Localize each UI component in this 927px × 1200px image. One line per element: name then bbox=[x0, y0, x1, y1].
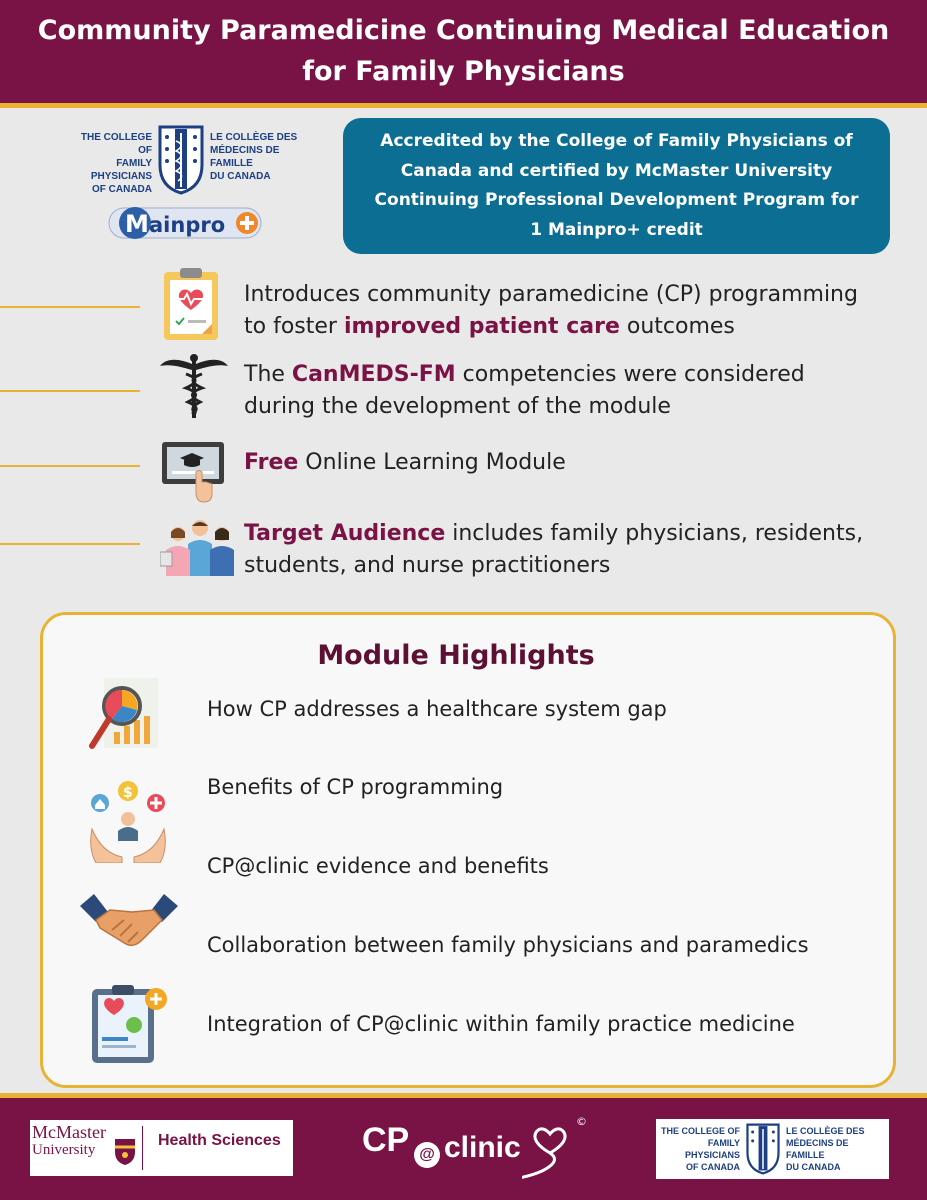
mainpro-logo bbox=[105, 202, 265, 244]
feature-divider-line bbox=[0, 306, 140, 308]
clipboard-heart-icon bbox=[162, 266, 220, 342]
svg-text:M: M bbox=[125, 210, 149, 238]
clipboard-health-icon bbox=[90, 983, 170, 1065]
feature-divider-line bbox=[0, 465, 140, 467]
module-highlights-title: Module Highlights bbox=[317, 640, 595, 671]
stethoscope-heart-icon bbox=[522, 1117, 578, 1181]
highlight-item: CP@clinic evidence and benefits bbox=[207, 854, 549, 878]
highlight-item: How CP addresses a healthcare system gap bbox=[207, 697, 667, 721]
highlight-item: Benefits of CP programming bbox=[207, 775, 504, 799]
accreditation-box: Accredited by the College of Family Physicians of Canada and certified by McMaster University Continuing Professional Development Program for 1 Mainpro+ credit bbox=[343, 118, 890, 254]
page-title bbox=[0, 10, 927, 92]
title-line-2: for Family Physicians bbox=[302, 56, 625, 87]
feature-divider-line bbox=[0, 543, 140, 545]
data-analysis-icon bbox=[88, 676, 162, 752]
cfpc-english-name: THE COLLEGE OF FAMILY PHYSICIANS OF CANADA bbox=[80, 132, 152, 195]
feature-text-canmeds: The CanMEDS-FM competencies were considered during the development of the module bbox=[244, 362, 805, 419]
highlight-item: Integration of CP@clinic within family practice medicine bbox=[207, 1012, 795, 1036]
cfpc-footer-logo: THE COLLEGE OF FAMILY PHYSICIANS OF CANADA LE COLLÈGE DES MÉDECINS DE FAMILLE DU CANADA bbox=[656, 1119, 889, 1179]
header-divider bbox=[0, 103, 927, 108]
healthcare-team-icon bbox=[160, 518, 240, 576]
cfpc-shield-icon bbox=[158, 125, 204, 195]
handshake-icon bbox=[80, 890, 178, 952]
feature-text-free-module: Free Online Learning Module bbox=[244, 450, 566, 475]
svg-text:ainpro: ainpro bbox=[149, 213, 226, 237]
logo-separator bbox=[142, 1126, 143, 1170]
feature-text-cp-programming: Introduces community paramedicine (CP) programming to foster improved patient care outcomes bbox=[244, 282, 858, 339]
caduceus-icon bbox=[158, 354, 230, 420]
feature-divider-line bbox=[0, 390, 140, 392]
svg-text:$: $ bbox=[123, 785, 133, 801]
cp-clinic-logo: CP @ clinic © bbox=[362, 1115, 592, 1185]
mcmaster-health-sciences-logo: McMaster University Health Sciences bbox=[30, 1120, 293, 1176]
cfpc-french-name: LE COLLÈGE DES MÉDECINS DE FAMILLE DU CANADA bbox=[210, 132, 298, 182]
cfpc-shield-icon bbox=[746, 1122, 780, 1176]
mcmaster-crest-icon bbox=[114, 1138, 136, 1166]
title-line-1: Community Paramedicine Continuing Medical Education bbox=[37, 15, 890, 46]
online-learning-tablet-icon bbox=[160, 440, 226, 504]
highlight-item: Collaboration between family physicians and paramedics bbox=[207, 933, 809, 957]
cfpc-logo bbox=[76, 125, 312, 195]
healthcare-benefits-icon bbox=[88, 779, 168, 863]
feature-text-target-audience: Target Audience includes family physicians, residents, students, and nurse practitioners bbox=[244, 521, 864, 578]
